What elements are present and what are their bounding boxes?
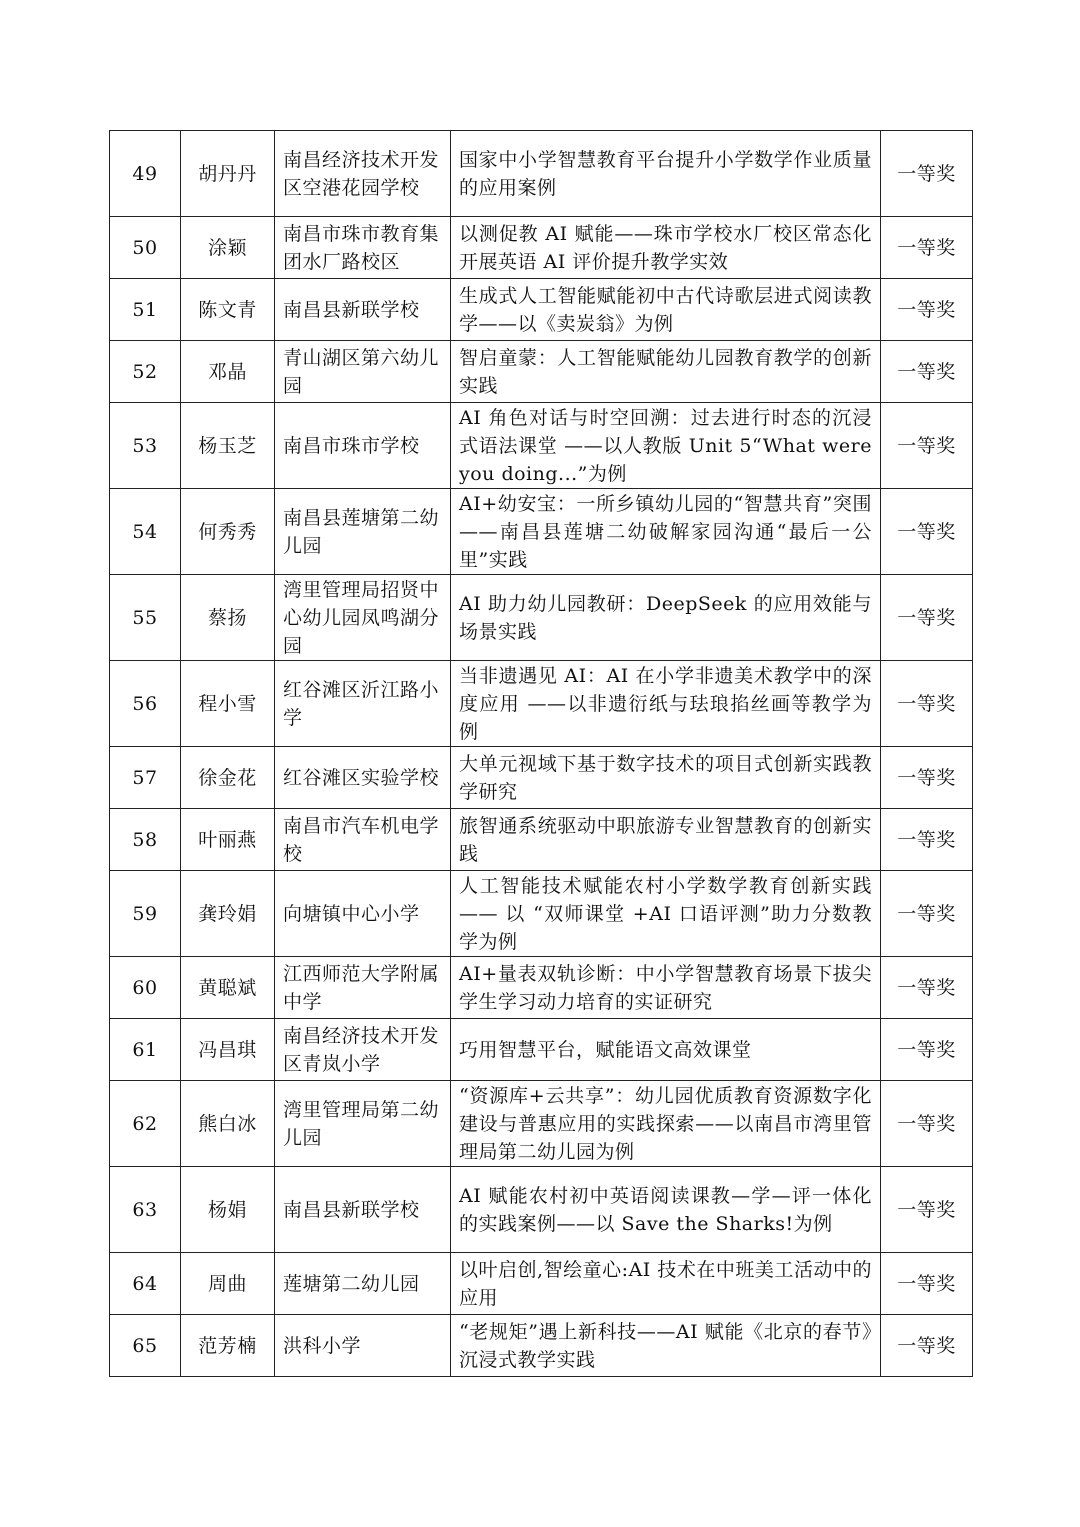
winner-name: 熊白冰: [181, 1081, 275, 1167]
school-name: 向塘镇中心小学: [275, 871, 451, 957]
winner-name: 周曲: [181, 1253, 275, 1315]
table-row: [110, 217, 973, 279]
project-title: 人工智能技术赋能农村小学数学教育创新实践 —— 以 “双师课堂 +AI 口语评测”助力分数教学为例: [451, 871, 881, 957]
table-row: [110, 1253, 973, 1315]
row-number: 56: [110, 661, 181, 747]
award-level: 一等奖: [881, 489, 973, 575]
award-level: 一等奖: [881, 871, 973, 957]
project-title: AI 助力幼儿园教研：DeepSeek 的应用效能与场景实践: [451, 575, 881, 661]
school-name: 南昌县新联学校: [275, 279, 451, 341]
row-number: 64: [110, 1253, 181, 1315]
project-title: “老规矩”遇上新科技——AI 赋能《北京的春节》沉浸式教学实践: [451, 1315, 881, 1377]
award-level: 一等奖: [881, 1167, 973, 1253]
table-row: [110, 279, 973, 341]
award-level: 一等奖: [881, 403, 973, 489]
award-level: 一等奖: [881, 1315, 973, 1377]
school-name: 江西师范大学附属中学: [275, 957, 451, 1019]
award-level: 一等奖: [881, 1081, 973, 1167]
awards-table-body: [110, 131, 973, 1377]
project-title: 当非遗遇见 AI：AI 在小学非遗美术教学中的深度应用 ——以非遗衍纸与珐琅掐丝画等教学为例: [451, 661, 881, 747]
row-number: 52: [110, 341, 181, 403]
school-name: 南昌经济技术开发区青岚小学: [275, 1019, 451, 1081]
award-level: 一等奖: [881, 1253, 973, 1315]
winner-name: 冯昌琪: [181, 1019, 275, 1081]
winner-name: 杨娟: [181, 1167, 275, 1253]
project-title: AI+量表双轨诊断：中小学智慧教育场景下拔尖学生学习动力培育的实证研究: [451, 957, 881, 1019]
table-row: [110, 809, 973, 871]
school-name: 南昌市珠市教育集团水厂路校区: [275, 217, 451, 279]
winner-name: 范芳楠: [181, 1315, 275, 1377]
award-level: 一等奖: [881, 131, 973, 217]
school-name: 红谷滩区实验学校: [275, 747, 451, 809]
winner-name: 徐金花: [181, 747, 275, 809]
winner-name: 黄聪斌: [181, 957, 275, 1019]
winner-name: 杨玉芝: [181, 403, 275, 489]
school-name: 红谷滩区沂江路小学: [275, 661, 451, 747]
winner-name: 程小雪: [181, 661, 275, 747]
school-name: 南昌市珠市学校: [275, 403, 451, 489]
project-title: AI 角色对话与时空回溯：过去进行时态的沉浸式语法课堂 ——以人教版 Unit 5“What were you doing...”为例: [451, 403, 881, 489]
winner-name: 龚玲娟: [181, 871, 275, 957]
table-row: [110, 1315, 973, 1377]
table-row: [110, 1167, 973, 1253]
row-number: 61: [110, 1019, 181, 1081]
project-title: 大单元视域下基于数字技术的项目式创新实践教学研究: [451, 747, 881, 809]
table-row: [110, 131, 973, 217]
winner-name: 蔡扬: [181, 575, 275, 661]
table-row: [110, 871, 973, 957]
award-level: 一等奖: [881, 279, 973, 341]
project-title: 智启童蒙：人工智能赋能幼儿园教育教学的创新实践: [451, 341, 881, 403]
award-level: 一等奖: [881, 575, 973, 661]
row-number: 57: [110, 747, 181, 809]
school-name: 南昌市汽车机电学校: [275, 809, 451, 871]
award-level: 一等奖: [881, 957, 973, 1019]
table-row: [110, 341, 973, 403]
award-level: 一等奖: [881, 1019, 973, 1081]
project-title: AI+幼安宝：一所乡镇幼儿园的“智慧共育”突围 ——南昌县莲塘二幼破解家园沟通“最后一公里”实践: [451, 489, 881, 575]
row-number: 53: [110, 403, 181, 489]
table-row: [110, 489, 973, 575]
award-level: 一等奖: [881, 661, 973, 747]
winner-name: 何秀秀: [181, 489, 275, 575]
table-row: [110, 575, 973, 661]
row-number: 62: [110, 1081, 181, 1167]
table-row: [110, 1019, 973, 1081]
row-number: 59: [110, 871, 181, 957]
school-name: 莲塘第二幼儿园: [275, 1253, 451, 1315]
award-level: 一等奖: [881, 341, 973, 403]
award-level: 一等奖: [881, 747, 973, 809]
award-level: 一等奖: [881, 217, 973, 279]
award-level: 一等奖: [881, 809, 973, 871]
project-title: 巧用智慧平台，赋能语文高效课堂: [451, 1019, 881, 1081]
table-row: [110, 661, 973, 747]
project-title: AI 赋能农村初中英语阅读课教—学—评一体化的实践案例——以 Save the Sharks!为例: [451, 1167, 881, 1253]
table-row: [110, 957, 973, 1019]
row-number: 58: [110, 809, 181, 871]
awards-table: [109, 130, 973, 1377]
row-number: 60: [110, 957, 181, 1019]
school-name: 湾里管理局第二幼儿园: [275, 1081, 451, 1167]
school-name: 青山湖区第六幼儿园: [275, 341, 451, 403]
school-name: 洪科小学: [275, 1315, 451, 1377]
school-name: 南昌县莲塘第二幼儿园: [275, 489, 451, 575]
project-title: 国家中小学智慧教育平台提升小学数学作业质量的应用案例: [451, 131, 881, 217]
project-title: “资源库+云共享”：幼儿园优质教育资源数字化建设与普惠应用的实践探索——以南昌市湾里管理局第二幼儿园为例: [451, 1081, 881, 1167]
winner-name: 涂颖: [181, 217, 275, 279]
school-name: 南昌经济技术开发区空港花园学校: [275, 131, 451, 217]
row-number: 50: [110, 217, 181, 279]
school-name: 南昌县新联学校: [275, 1167, 451, 1253]
row-number: 65: [110, 1315, 181, 1377]
winner-name: 陈文青: [181, 279, 275, 341]
row-number: 63: [110, 1167, 181, 1253]
school-name: 湾里管理局招贤中心幼儿园凤鸣湖分园: [275, 575, 451, 661]
winner-name: 胡丹丹: [181, 131, 275, 217]
table-row: [110, 1081, 973, 1167]
row-number: 54: [110, 489, 181, 575]
winner-name: 叶丽燕: [181, 809, 275, 871]
project-title: 以叶启创,智绘童心:AI 技术在中班美工活动中的应用: [451, 1253, 881, 1315]
row-number: 51: [110, 279, 181, 341]
table-row: [110, 747, 973, 809]
winner-name: 邓晶: [181, 341, 275, 403]
table-row: [110, 403, 973, 489]
project-title: 旅智通系统驱动中职旅游专业智慧教育的创新实践: [451, 809, 881, 871]
project-title: 生成式人工智能赋能初中古代诗歌层进式阅读教学——以《卖炭翁》为例: [451, 279, 881, 341]
row-number: 49: [110, 131, 181, 217]
project-title: 以测促教 AI 赋能——珠市学校水厂校区常态化开展英语 AI 评价提升教学实效: [451, 217, 881, 279]
row-number: 55: [110, 575, 181, 661]
